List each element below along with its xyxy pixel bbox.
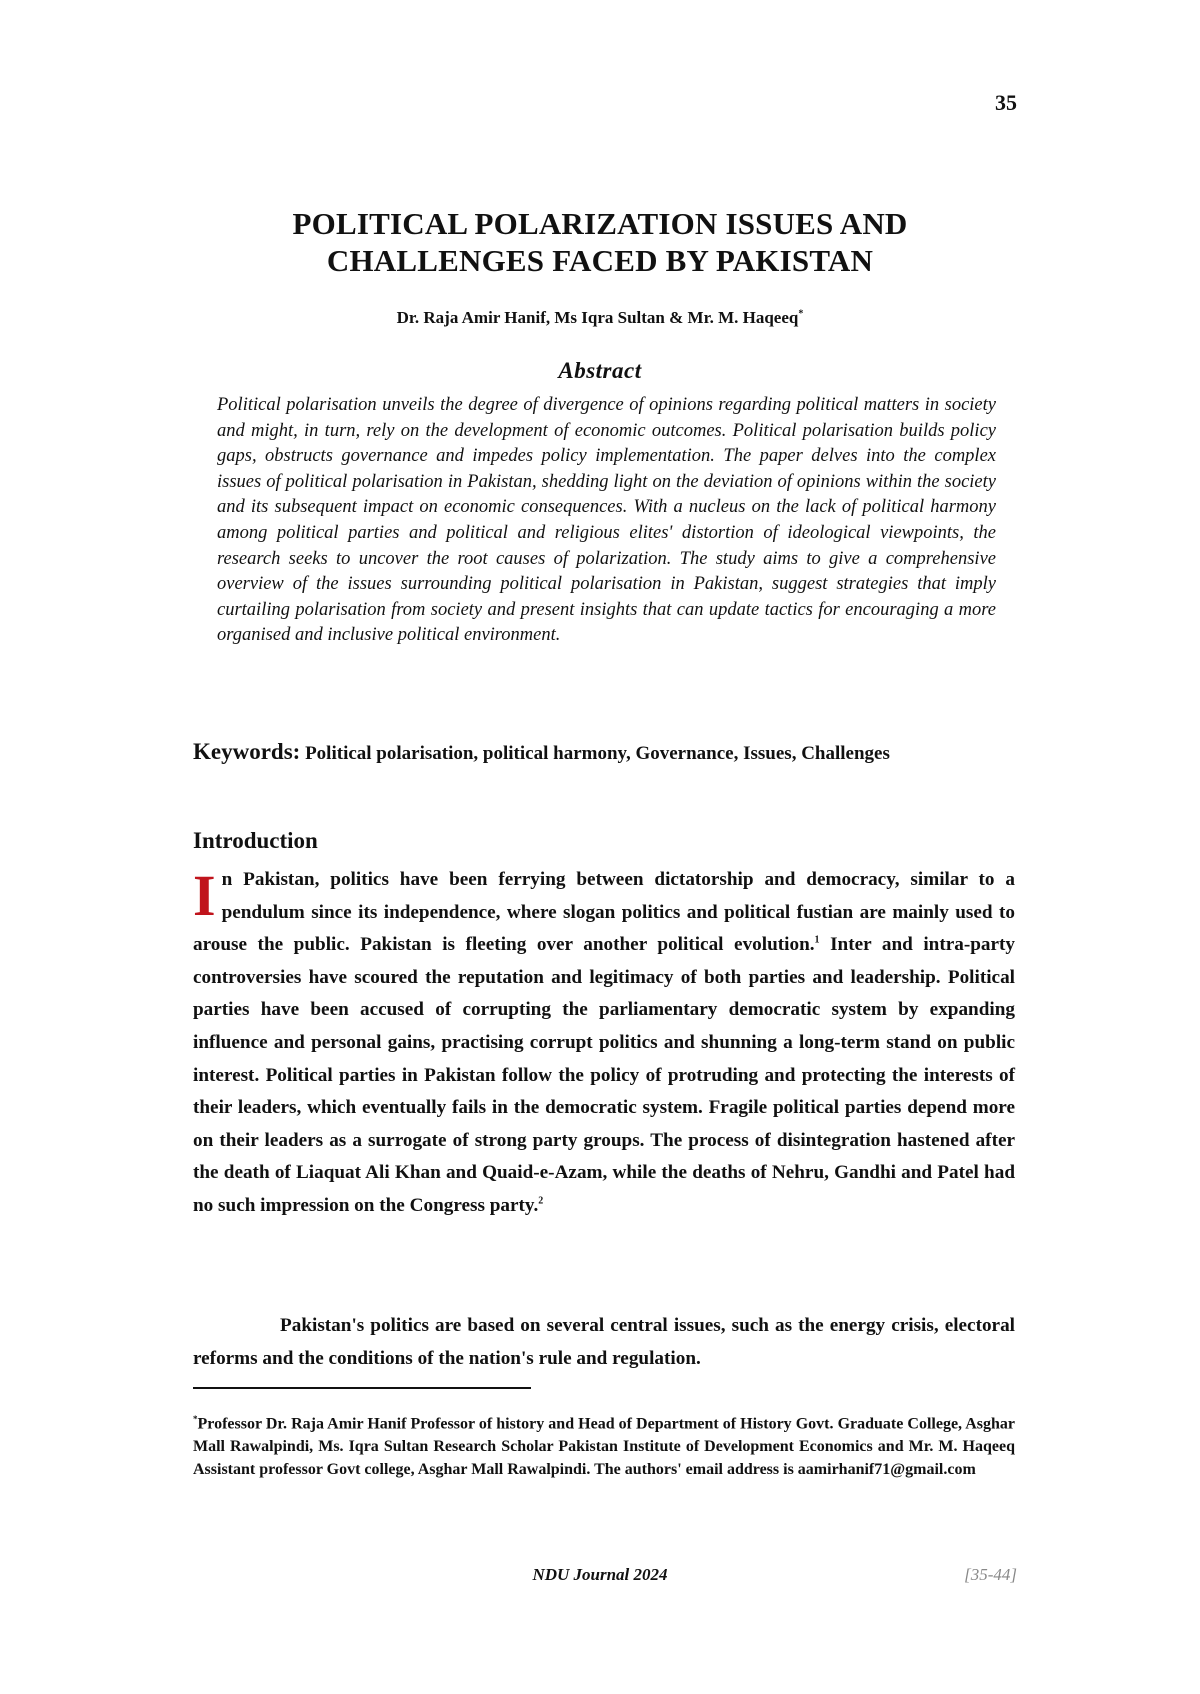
footnote-ref-1[interactable]: 1 <box>814 934 820 946</box>
paragraph-1-text-b: Inter and intra-party controversies have scoured the reputation and legitimacy of both parties and leadership. Political parties have been accused of corrupting the parliamentary democratic system by expanding influence and personal gains, practising corrupt politics and shunning a long-term stand on public interest. Political parties in Pakistan follow the policy of protruding and protecting the interests of their leaders, which eventually fails in the democratic system. Fragile political parties depend more on their leaders as a surrogate of strong party groups. The process of disintegration hastened after the death of Liaquat Ali Khan and Quaid-e-Azam, while the deaths of Nehru, Gandhi and Patel had no such impression on the Congress party. <box>193 934 1015 1216</box>
author-footnote-mark[interactable]: * <box>798 308 804 320</box>
article-title <box>0 205 1200 279</box>
paragraph-1-text-a: n Pakistan, politics have been ferrying between dictatorship and democracy, similar to a pendulum since its independence, where slogan politics and political fustian are mainly used to arouse the public. Pakistan is fleeting over another political evolution. <box>193 869 1015 956</box>
author-names: Dr. Raja Amir Hanif, Ms Iqra Sultan & Mr. M. Haqeeq <box>396 308 799 327</box>
title-line-2: CHALLENGES FACED BY PAKISTAN <box>326 243 874 278</box>
introduction-heading: Introduction <box>193 828 318 853</box>
page-number: 35 <box>995 90 1017 115</box>
footnote-ref-2[interactable]: 2 <box>538 1195 544 1207</box>
footer-page-range: [35-44] <box>964 1565 1017 1584</box>
abstract-heading: Abstract <box>558 358 642 383</box>
footnote-text: Professor Dr. Raja Amir Hanif Professor of history and Head of Department of History Govt. Graduate College, Asghar Mall Rawalpindi, Ms. Iqra Sultan Research Scholar Pakistan Institute of Development Economics and Mr. M. Haqeeq Assistant professor Govt college, Asghar Mall Rawalpindi. The authors' email address is aamirhanif71@gmail.com <box>193 1415 1015 1479</box>
keywords-section <box>193 735 1015 770</box>
keywords-text: Political polarisation, political harmony, Governance, Issues, Challenges <box>305 743 890 764</box>
abstract-text: Political polarisation unveils the degree of divergence of opinions regarding political matters in society and might, in turn, rely on the development of economic outcomes. Political polarisation builds policy gaps, obstructs governance and impedes policy implementation. The paper delves into the complex issues of political polarisation in Pakistan, shedding light on the deviation of opinions within the society and its subsequent impact on economic consequences. With a nucleus on the lack of political harmony among political parties and political and religious elites' distortion of ideological viewpoints, the research seeks to uncover the root causes of polarization. The study aims to give a comprehensive overview of the issues surrounding political polarisation in Pakistan, suggest strategies that imply curtailing polarisation from society and present insights that can update tactics for encouraging a more organised and inclusive political environment. <box>217 395 996 646</box>
footnote-divider <box>193 1387 531 1389</box>
introduction-paragraph-1 <box>193 864 1015 1223</box>
author-footnote <box>193 1408 1015 1481</box>
introduction-paragraph-2: Pakistan's politics are based on several central issues, such as the energy crisis, electoral reforms and the conditions of the nation's rule and regulation. <box>193 1315 1015 1369</box>
footer-journal-name: NDU Journal 2024 <box>532 1565 668 1584</box>
drop-cap: I <box>193 863 216 928</box>
author-list <box>0 308 1200 328</box>
keywords-label: Keywords: <box>193 739 301 764</box>
title-line-1: POLITICAL POLARIZATION ISSUES AND <box>292 206 908 241</box>
footnote-mark: * <box>193 1414 198 1424</box>
